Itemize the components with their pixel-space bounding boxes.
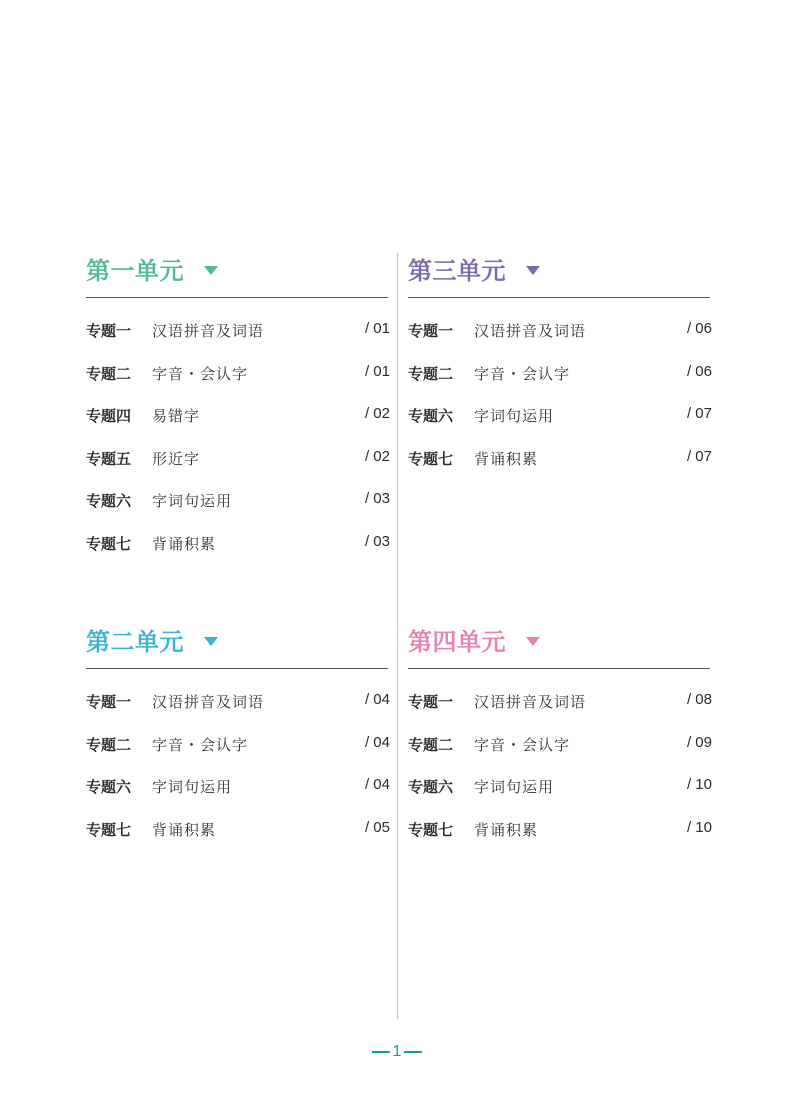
topic-name: 字音・会认字 xyxy=(152,364,249,383)
topic-name: 字词句运用 xyxy=(152,778,233,797)
page-number: 1 xyxy=(392,1043,402,1060)
topic-page: / 04 xyxy=(364,691,390,708)
topic-page: / 05 xyxy=(364,818,390,836)
topic-name: 字音・会认字 xyxy=(152,735,249,754)
toc-entry[interactable] xyxy=(86,341,388,384)
topic-number: 专题六 xyxy=(86,778,132,797)
toc-entry[interactable] xyxy=(86,426,388,469)
unit-3-title: 第三单元 xyxy=(408,257,506,285)
toc-entry[interactable] xyxy=(86,712,388,755)
page-footer xyxy=(0,1043,794,1061)
topic-number: 专题二 xyxy=(408,735,454,754)
topic-page: / 09 xyxy=(686,733,712,751)
topic-number: 专题一 xyxy=(408,322,454,340)
unit-3-header xyxy=(408,255,710,298)
topic-name: 字词句运用 xyxy=(474,407,555,426)
topic-name: 背诵积累 xyxy=(474,449,539,468)
unit-4-topic-list xyxy=(408,669,710,839)
topic-page: / 04 xyxy=(364,776,390,794)
topic-name: 汉语拼音及词语 xyxy=(474,322,587,340)
unit-2-section xyxy=(86,626,388,839)
topic-number: 专题四 xyxy=(86,407,132,426)
toc-entry[interactable] xyxy=(86,298,388,341)
topic-number: 专题二 xyxy=(86,735,132,754)
topic-page: / 10 xyxy=(686,818,712,836)
unit-2-header xyxy=(86,626,388,669)
topic-number: 专题二 xyxy=(86,364,132,383)
triangle-down-icon xyxy=(526,266,540,275)
topic-number: 专题一 xyxy=(86,322,132,340)
unit-4-header xyxy=(408,626,710,669)
topic-number: 专题七 xyxy=(408,449,454,468)
unit-1-topic-list xyxy=(86,298,388,554)
topic-page: / 07 xyxy=(686,405,712,423)
toc-entry[interactable] xyxy=(408,341,710,384)
topic-name: 易错字 xyxy=(152,407,201,426)
topic-number: 专题二 xyxy=(408,364,454,383)
topic-page: / 02 xyxy=(364,447,390,465)
topic-page: / 03 xyxy=(364,532,390,550)
unit-3-section xyxy=(408,255,710,468)
footer-dash-right xyxy=(404,1051,422,1053)
topic-number: 专题六 xyxy=(408,778,454,797)
topic-page: / 07 xyxy=(686,447,712,465)
unit-2-title: 第二单元 xyxy=(86,628,184,656)
topic-page: / 06 xyxy=(686,362,712,380)
toc-entry[interactable] xyxy=(408,298,710,341)
triangle-down-icon xyxy=(204,266,218,275)
topic-page: / 04 xyxy=(364,733,390,751)
toc-entry[interactable] xyxy=(408,669,710,712)
topic-page: / 10 xyxy=(686,776,712,794)
unit-4-section xyxy=(408,626,710,839)
topic-page: / 06 xyxy=(686,320,712,337)
topic-page: / 01 xyxy=(364,320,390,337)
toc-entry[interactable] xyxy=(86,754,388,797)
toc-entry[interactable] xyxy=(408,383,710,426)
footer-dash-left xyxy=(372,1051,390,1053)
topic-name: 字词句运用 xyxy=(152,492,233,511)
topic-name: 形近字 xyxy=(152,449,201,468)
topic-name: 背诵积累 xyxy=(152,820,217,839)
topic-name: 字音・会认字 xyxy=(474,364,571,383)
toc-entry[interactable] xyxy=(86,669,388,712)
topic-name: 背诵积累 xyxy=(152,534,217,553)
topic-page: / 02 xyxy=(364,405,390,423)
topic-page: / 03 xyxy=(364,490,390,508)
unit-1-title: 第一单元 xyxy=(86,257,184,285)
toc-entry[interactable] xyxy=(408,797,710,840)
topic-name: 字词句运用 xyxy=(474,778,555,797)
toc-entry[interactable] xyxy=(86,797,388,840)
toc-entry[interactable] xyxy=(408,754,710,797)
toc-entry[interactable] xyxy=(86,468,388,511)
topic-number: 专题一 xyxy=(86,693,132,711)
topic-page: / 01 xyxy=(364,362,390,380)
unit-4-title: 第四单元 xyxy=(408,628,506,656)
topic-number: 专题一 xyxy=(408,693,454,711)
topic-number: 专题七 xyxy=(86,820,132,839)
toc-entry[interactable] xyxy=(86,511,388,554)
unit-1-section xyxy=(86,255,388,554)
topic-number: 专题六 xyxy=(86,492,132,511)
topic-name: 背诵积累 xyxy=(474,820,539,839)
unit-3-topic-list xyxy=(408,298,710,468)
unit-2-topic-list xyxy=(86,669,388,839)
toc-entry[interactable] xyxy=(408,712,710,755)
topic-number: 专题六 xyxy=(408,407,454,426)
topic-name: 汉语拼音及词语 xyxy=(152,322,265,340)
topic-name: 字音・会认字 xyxy=(474,735,571,754)
topic-name: 汉语拼音及词语 xyxy=(152,693,265,711)
toc-entry[interactable] xyxy=(408,426,710,469)
triangle-down-icon xyxy=(526,637,540,646)
topic-name: 汉语拼音及词语 xyxy=(474,693,587,711)
topic-number: 专题七 xyxy=(86,534,132,553)
triangle-down-icon xyxy=(204,637,218,646)
toc-entry[interactable] xyxy=(86,383,388,426)
topic-page: / 08 xyxy=(686,691,712,708)
topic-number: 专题七 xyxy=(408,820,454,839)
topic-number: 专题五 xyxy=(86,449,132,468)
column-divider xyxy=(397,253,398,1019)
unit-1-header xyxy=(86,255,388,298)
